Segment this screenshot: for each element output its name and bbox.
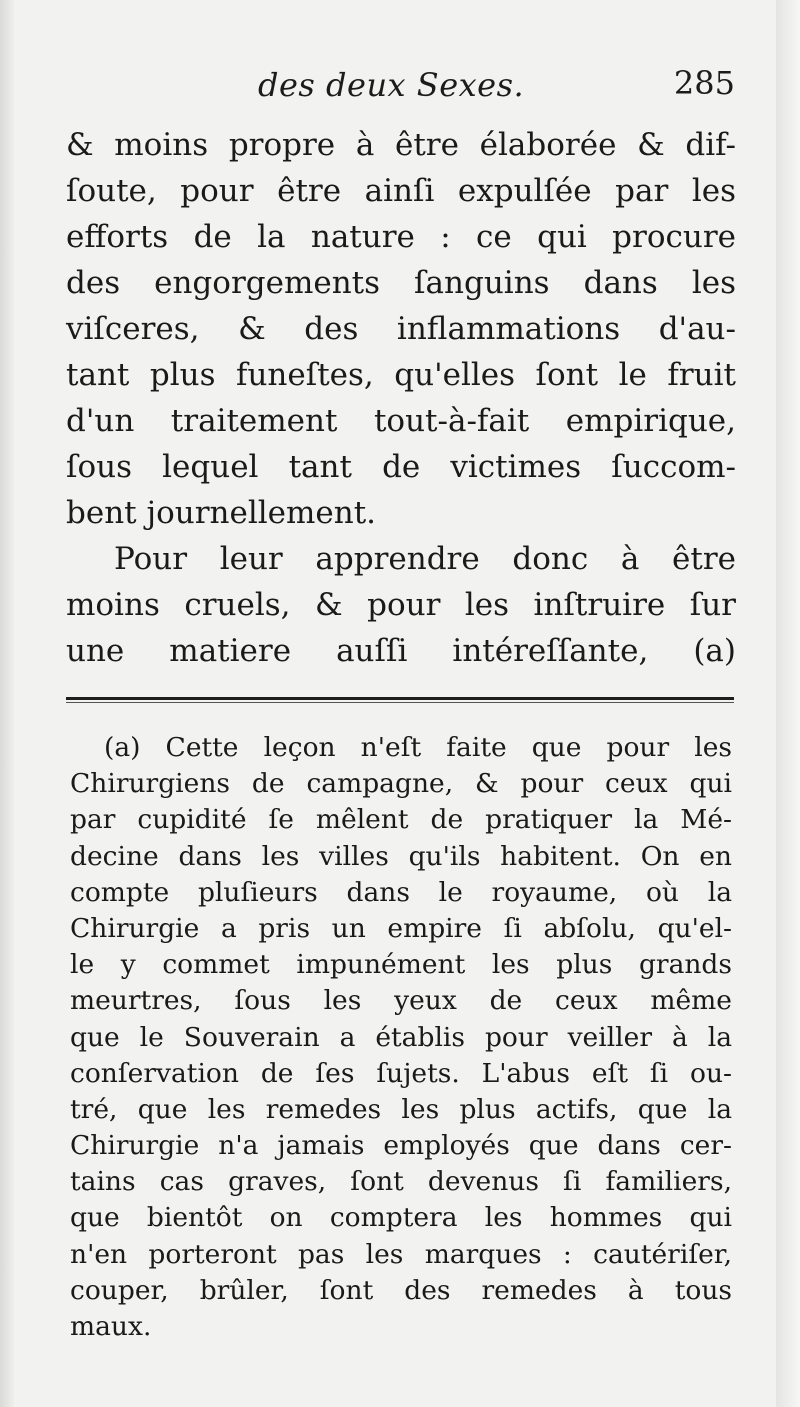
text-line: tant plus funeſtes, qu'elles ſont le fruit <box>66 357 736 393</box>
main-text <box>66 122 736 674</box>
footnote-line: (a) Cette leçon n'eſt faite que pour les <box>104 732 732 763</box>
footnote-line: couper, brûler, ſont des remedes à tous <box>70 1274 732 1306</box>
running-title: des deux Sexes. <box>258 66 525 104</box>
text-line: & moins propre à être élaborée & dif- <box>66 127 736 163</box>
footnote-rule <box>66 697 734 703</box>
footnote-line: decine dans les villes qu'ils habitent. On en <box>70 840 732 872</box>
footnote-line: meurtres, ſous les yeux de ceux même <box>70 985 732 1017</box>
text-line: Pour leur apprendre donc à être <box>114 541 736 577</box>
text-line: d'un traitement tout-à-fait empirique, <box>66 403 736 439</box>
text-line: ſous lequel tant de victimes ſuccom- <box>66 449 736 485</box>
footnote-line: Chirurgie a pris un empire ſi abſolu, qu'el- <box>70 912 732 944</box>
page-edge-right <box>776 0 800 1407</box>
footnote <box>70 730 732 1345</box>
footnote-line: conſervation de ſes ſujets. L'abus eſt ſi ou- <box>70 1057 732 1089</box>
footnote-line: n'en porteront pas les marques : cautériſer, <box>70 1238 732 1270</box>
footnote-line: le y commet impunément les plus grands <box>70 949 732 981</box>
page-number: 285 <box>673 64 735 102</box>
running-head <box>70 60 735 110</box>
footnote-line: Chirurgie n'a jamais employés que dans cer- <box>70 1130 732 1162</box>
footnote-line: par cupidité ſe mêlent de pratiquer la Mé- <box>70 804 732 836</box>
text-line: ſoute, pour être ainſi expulſée par les <box>66 173 736 209</box>
footnote-line: que le Souverain a établis pour veiller à la <box>70 1021 732 1053</box>
page-edge-left <box>0 0 14 1407</box>
footnote-line: compte pluſieurs dans le royaume, où la <box>70 876 732 908</box>
text-line: des engorgements ſanguins dans les <box>66 265 736 301</box>
text-line: une matiere auſſi intéreſſante, (a) <box>66 633 736 669</box>
footnote-line: Chirurgiens de campagne, & pour ceux qui <box>70 768 732 800</box>
text-line: bent journellement. <box>66 495 377 531</box>
text-line: viſceres, & des inflammations d'au- <box>66 311 736 347</box>
footnote-line: maux. <box>70 1311 152 1342</box>
footnote-line: tré, que les remedes les plus actifs, que la <box>70 1093 732 1125</box>
text-line: efforts de la nature : ce qui procure <box>66 219 736 255</box>
footnote-line: que bientôt on comptera les hommes qui <box>70 1202 732 1234</box>
footnote-line: tains cas graves, ſont devenus ſi familiers, <box>70 1166 732 1198</box>
text-line: moins cruels, & pour les inſtruire ſur <box>66 587 736 623</box>
